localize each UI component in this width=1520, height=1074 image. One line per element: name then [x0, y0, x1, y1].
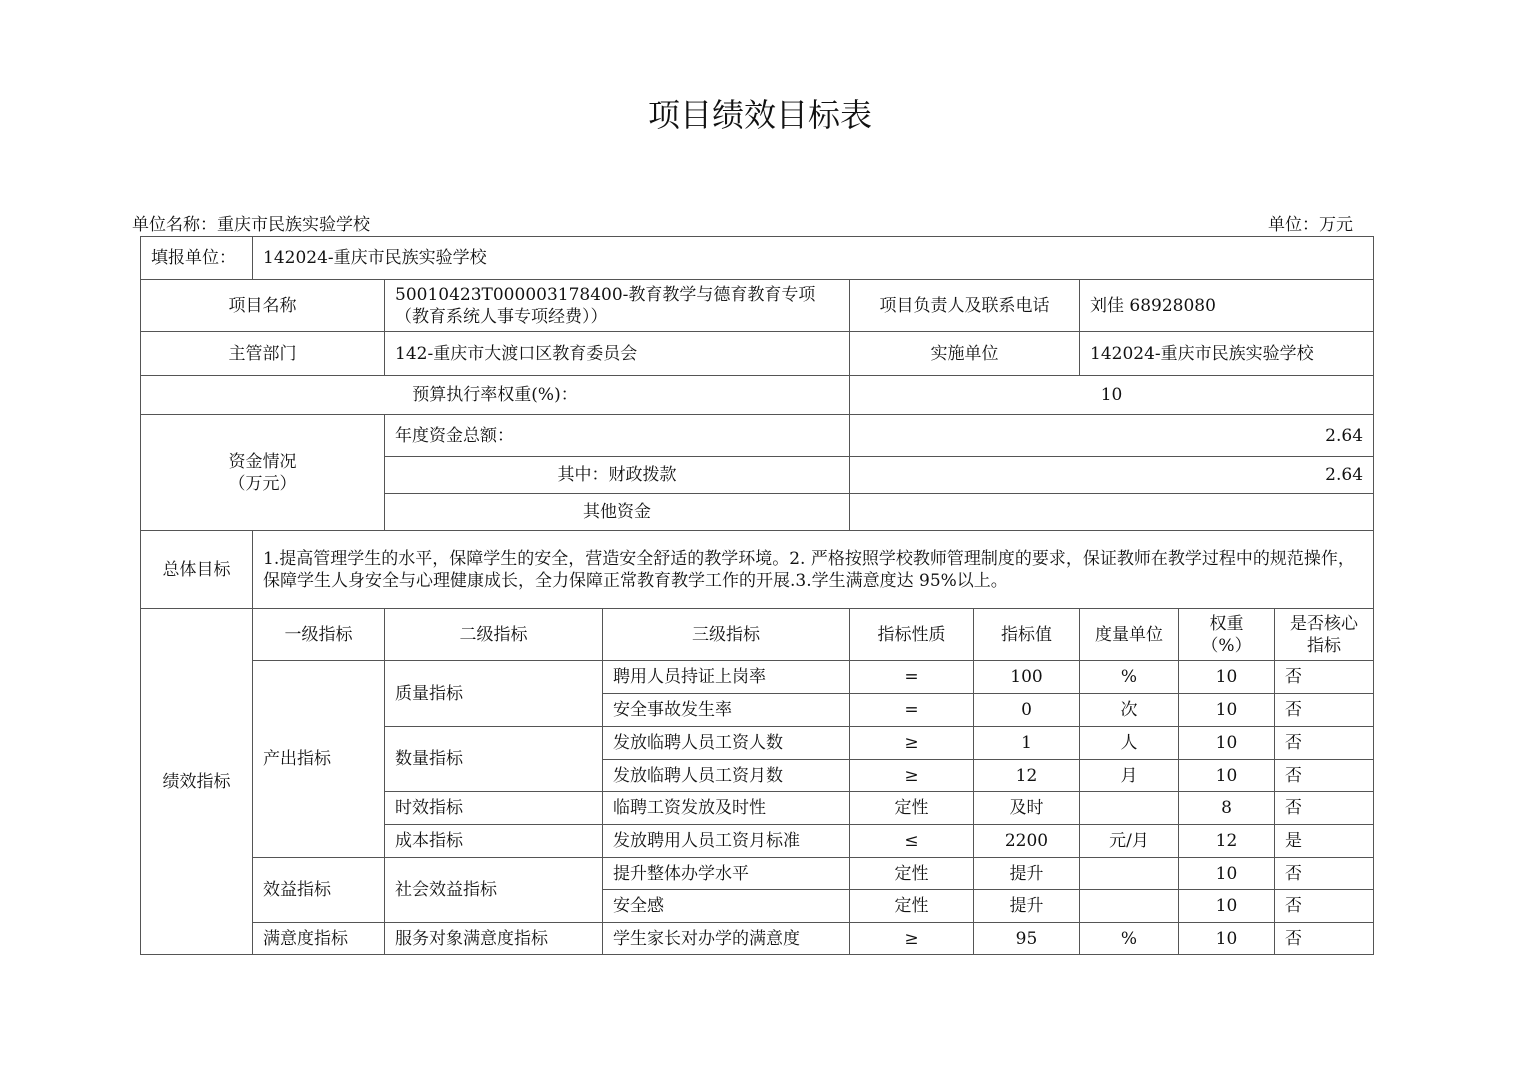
indicator-core: 否 — [1275, 858, 1374, 890]
header-level2: 二级指标 — [385, 609, 603, 661]
currency-unit: 单位：万元 — [1268, 215, 1353, 235]
indicator-core: 否 — [1275, 792, 1374, 825]
unit-name: 单位名称：重庆市民族实验学校 — [132, 215, 370, 235]
indicator-nature: 定性 — [850, 858, 974, 890]
project-name-line1: 50010423T000003178400-教育教学与德育教育专项 — [395, 284, 816, 305]
header-level3: 三级指标 — [603, 609, 850, 661]
level2-quantity: 数量指标 — [385, 727, 603, 792]
level2-service-satisfaction: 服务对象满意度指标 — [385, 923, 603, 955]
indicator-name: 安全事故发生率 — [603, 694, 850, 727]
funds-fiscal-value: 2.64 — [850, 457, 1374, 494]
indicator-core: 否 — [1275, 760, 1374, 792]
indicator-core: 否 — [1275, 661, 1374, 694]
indicator-unit — [1080, 890, 1179, 923]
indicator-name: 聘用人员持证上岗率 — [603, 661, 850, 694]
indicator-value: 12 — [974, 760, 1080, 792]
indicator-nature: ≤ — [850, 825, 974, 858]
indicator-nature: ≥ — [850, 727, 974, 760]
indicator-unit — [1080, 792, 1179, 825]
dept-value: 142-重庆市大渡口区教育委员会 — [385, 332, 850, 376]
indicator-core: 否 — [1275, 923, 1374, 955]
indicator-name: 学生家长对办学的满意度 — [603, 923, 850, 955]
budget-weight-label: 预算执行率权重(%)： — [141, 376, 850, 415]
indicator-unit: 人 — [1080, 727, 1179, 760]
level2-cost: 成本指标 — [385, 825, 603, 858]
indicator-unit: 次 — [1080, 694, 1179, 727]
indicator-nature: ≥ — [850, 760, 974, 792]
indicator-core: 否 — [1275, 694, 1374, 727]
indicator-nature: = — [850, 694, 974, 727]
indicator-name: 发放临聘人员工资月数 — [603, 760, 850, 792]
header-weight: 权重（%） — [1179, 609, 1275, 661]
indicator-unit: 元/月 — [1080, 825, 1179, 858]
indicator-unit: 月 — [1080, 760, 1179, 792]
contact-value: 刘佳 68928080 — [1080, 280, 1374, 332]
indicator-nature: 定性 — [850, 792, 974, 825]
header-level1: 一级指标 — [253, 609, 385, 661]
header-core: 是否核心指标 — [1275, 609, 1374, 661]
indicator-unit: % — [1080, 661, 1179, 694]
indicator-core: 是 — [1275, 825, 1374, 858]
indicator-value: 0 — [974, 694, 1080, 727]
goal-label: 总体目标 — [141, 531, 253, 609]
level2-timeliness: 时效指标 — [385, 792, 603, 825]
indicator-value: 及时 — [974, 792, 1080, 825]
indicator-name: 安全感 — [603, 890, 850, 923]
fill-unit-label: 填报单位： — [141, 237, 253, 280]
level1-benefit: 效益指标 — [253, 858, 385, 923]
indicator-value: 提升 — [974, 890, 1080, 923]
indicator-weight: 10 — [1179, 858, 1275, 890]
indicator-value: 2200 — [974, 825, 1080, 858]
indicator-weight: 10 — [1179, 923, 1275, 955]
indicator-unit: % — [1080, 923, 1179, 955]
indicator-weight: 10 — [1179, 661, 1275, 694]
indicator-core: 否 — [1275, 727, 1374, 760]
project-name-line2: （教育系统人事专项经费）） — [395, 306, 608, 327]
level1-output: 产出指标 — [253, 661, 385, 858]
impl-value: 142024-重庆市民族实验学校 — [1080, 332, 1374, 376]
funds-total-value: 2.64 — [850, 415, 1374, 457]
funds-other-label: 其他资金 — [385, 494, 850, 531]
indicator-name: 发放临聘人员工资人数 — [603, 727, 850, 760]
funds-label-line1: 资金情况 — [228, 451, 297, 472]
header-nature: 指标性质 — [850, 609, 974, 661]
funds-total-label: 年度资金总额： — [385, 415, 850, 457]
funds-label-line2: （万元） — [228, 473, 297, 494]
indicator-value: 95 — [974, 923, 1080, 955]
indicator-name: 临聘工资发放及时性 — [603, 792, 850, 825]
funds-other-value — [850, 494, 1374, 531]
level2-quality: 质量指标 — [385, 661, 603, 727]
goal-text: 1.提高管理学生的水平，保障学生的安全，营造安全舒适的教学环境。2. 严格按照学校教师管理制度的要求，保证教师在教学过程中的规范操作，保障学生人身安全与心理健康成长，全力保障正常教育教学工作的开展.3.学生满意度达 95%以上。 — [253, 531, 1374, 609]
indicator-value: 100 — [974, 661, 1080, 694]
funds-fiscal-label: 其中：财政拨款 — [385, 457, 850, 494]
perf-label: 绩效指标 — [141, 609, 253, 955]
funds-label — [141, 415, 385, 531]
fill-unit-value: 142024-重庆市民族实验学校 — [253, 237, 1374, 280]
indicator-nature: 定性 — [850, 890, 974, 923]
header-value: 指标值 — [974, 609, 1080, 661]
indicator-value: 1 — [974, 727, 1080, 760]
page-title: 项目绩效目标表 — [647, 96, 872, 134]
contact-label: 项目负责人及联系电话 — [850, 280, 1080, 332]
indicator-weight: 10 — [1179, 727, 1275, 760]
indicator-weight: 10 — [1179, 760, 1275, 792]
indicator-name: 发放聘用人员工资月标准 — [603, 825, 850, 858]
indicator-nature: = — [850, 661, 974, 694]
indicator-weight: 8 — [1179, 792, 1275, 825]
budget-weight-value: 10 — [850, 376, 1374, 415]
indicator-weight: 10 — [1179, 890, 1275, 923]
indicator-nature: ≥ — [850, 923, 974, 955]
indicator-value: 提升 — [974, 858, 1080, 890]
project-name-value — [385, 280, 850, 332]
indicator-core: 否 — [1275, 890, 1374, 923]
header-unit: 度量单位 — [1080, 609, 1179, 661]
project-name-label: 项目名称 — [141, 280, 385, 332]
indicator-name: 提升整体办学水平 — [603, 858, 850, 890]
dept-label: 主管部门 — [141, 332, 385, 376]
level1-satisfaction: 满意度指标 — [253, 923, 385, 955]
impl-label: 实施单位 — [850, 332, 1080, 376]
performance-table — [140, 236, 1374, 955]
level2-social-benefit: 社会效益指标 — [385, 858, 603, 923]
indicator-weight: 10 — [1179, 694, 1275, 727]
indicator-unit — [1080, 858, 1179, 890]
indicator-weight: 12 — [1179, 825, 1275, 858]
